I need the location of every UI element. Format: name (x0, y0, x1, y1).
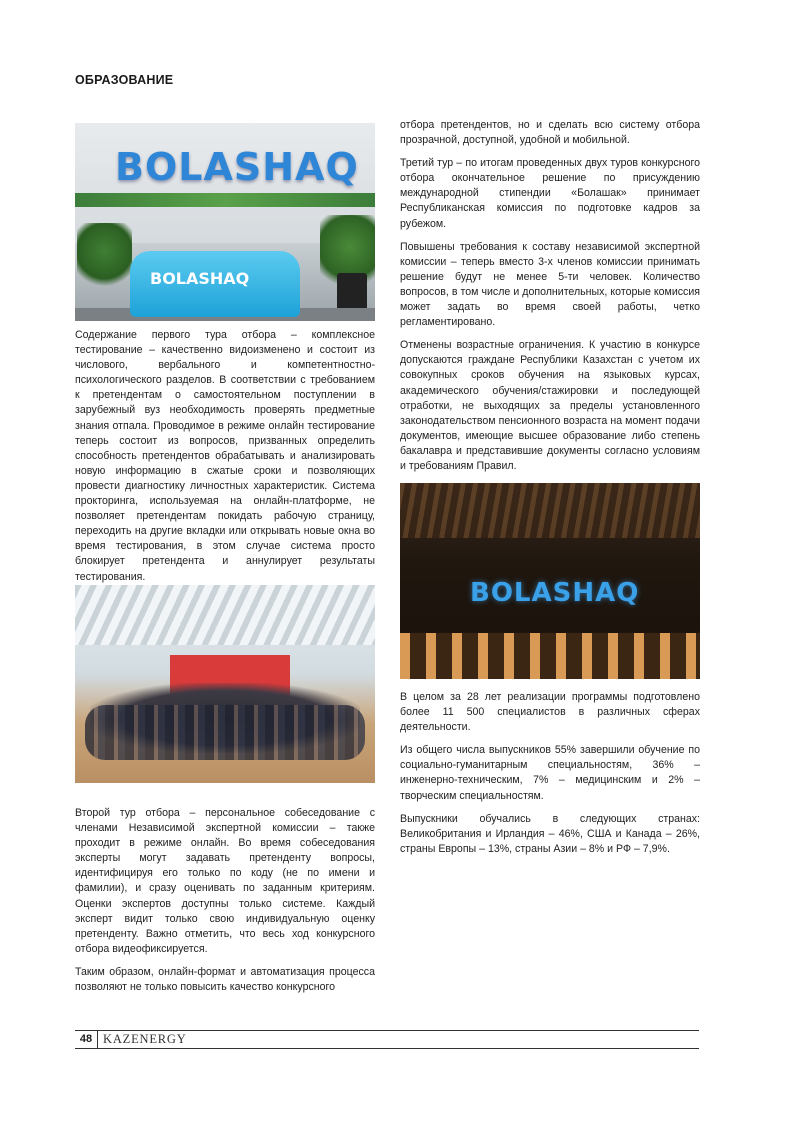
page-number: 48 (75, 1031, 98, 1048)
left-column-top (75, 328, 375, 593)
paragraph: Второй тур отбора – персональное собеседование с членами Независимой экспертной комиссии – также проходит в режиме онлайн. Во время собеседования эксперты могут задавать претенденту вопросы, идентифицируя его только по коду (не по имени и фамилии), и сразу оценивать по заданным критериям. Оценки экспертов доступны только системе. Каждый эксперт видит только свою индивидуальную оценку претенденту. Важно отметить, что весь ход конкурсного отбора видеофиксируется. (75, 807, 375, 955)
facade-photo (400, 483, 700, 679)
left-column-bottom (75, 806, 375, 1003)
paragraph: В целом за 28 лет реализации программы подготовлено более 11 500 специалистов в различных сферах деятельности. (400, 691, 700, 734)
bolashaq-wall-logo: BOLASHAQ (115, 145, 359, 189)
paragraph: Выпускники обучались в следующих странах: Великобритания и Ирландия – 46%, США и Канада – 26%, страны Европы – 13%, страны Азии – 8% и РФ – 7,9%. (400, 812, 700, 855)
footer-divider (75, 1048, 699, 1049)
paragraph: Из общего числа выпускников 55% завершили обучение по социально-гуманитарным специальностям, 36% – инженерно-техническим, 7% – медицинским и 2% – творческим специальностям. (400, 744, 700, 802)
bolashaq-facade-logo: BOLASHAQ (470, 578, 640, 608)
magazine-name: KAZENERGY (103, 1032, 187, 1046)
reception-photo (75, 123, 375, 321)
paragraph: Отменены возрастные ограничения. К участию в конкурсе допускаются граждане Республики Казахстан с учетом их совокупных сроков обучения на языковых курсах, академического обучения/стажировки и последующей отработки, не выходящих за пределы установленного законодательством пенсионного возраста на момент подачи документов, имеющие высшее образование либо степень бакалавра и представившие документы согласно условиям и требованиям Правил. (400, 339, 700, 472)
paragraph: Третий тур – по итогам проведенных двух туров конкурсного отбора окончательное решение по присуждению международной стипендии «Болашак» принимает Республиканская комиссия по подготовке кадров за рубежом. (400, 157, 700, 230)
section-title: ОБРАЗОВАНИЕ (75, 73, 174, 87)
paragraph: Повышены требования к составу независимой экспертной комиссии – теперь вместо 3-х членов комиссии принимать решение будут не менее 5-ти человек. Количество вопросов, в том числе и дополнительных, которые комиссия может задать во время своей работы, четко регламентировано. (400, 240, 700, 329)
right-column-bottom (400, 690, 700, 865)
paragraph: отбора претендентов, но и сделать всю систему отбора прозрачной, доступной, удобной и мобильной. (400, 119, 700, 147)
bolashaq-desk-logo: BOLASHAQ (150, 269, 250, 288)
group-photo (75, 585, 375, 783)
paragraph: Таким образом, онлайн-формат и автоматизация процесса позволяют не только повысить качество конкурсного (75, 965, 375, 994)
paragraph: Содержание первого тура отбора – комплексное тестирование – качественно видоизменено и состоит из числового, вербального и компетентностно-психологического разделов. В соответствии с требованием к претендентам о самостоятельном поступлении в зарубежный вуз необходимость проверять предметные знания отпала. Проводимое в режиме онлайн тестирование теперь состоит из вопросов, призванных определить способность претендентов обрабатывать и анализировать новую информацию в сжатые сроки и позволяющих провести диагностику личностных характеристик. Система прокторинга, используемая на онлайн-платформе, не позволяет претендентам покидать рабочую страницу, переходить на другие вкладки или открывать новые окна во время тестирования, в этом случае система просто блокирует претендента и аннулирует результаты тестирования. (75, 329, 375, 583)
right-column-top (400, 118, 700, 482)
